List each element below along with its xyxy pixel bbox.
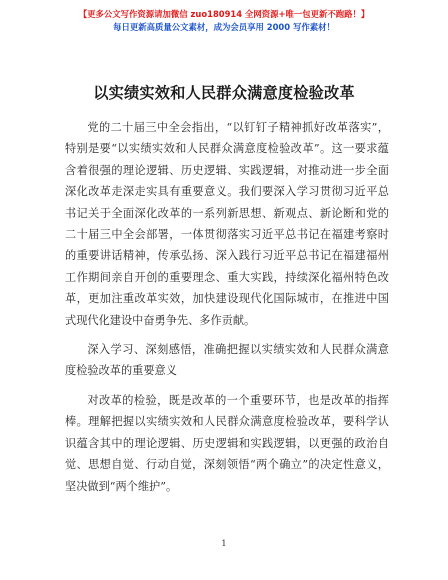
document-title: 以实绩实效和人民群众满意度检验改革 xyxy=(93,84,355,102)
promo-banner-line-1: 【更多公文写作资源请加微信 zuo180914 全网资源+唯一包更新不跑路！】 xyxy=(78,9,370,19)
paragraph-section-1: 对改革的检验，既是改革的一个重要环节，也是改革的指挥棒。理解把握以实绩实效和人民群众满意度检验改革，要科学认识蕴含其中的理论逻辑、历史逻辑和实践逻辑，以更强的政治自觉、思想自觉、行动自觉，深刻领悟“两个确立”的决定性意义，坚决做到“两个维护”。 xyxy=(65,393,389,493)
promo-banner-line-2: 每日更新高质量公文素材，成为会员享用 2000 写作素材！ xyxy=(113,22,335,32)
document-body xyxy=(65,117,389,497)
page-number: 1 xyxy=(221,539,227,549)
paragraph-intro: 党的二十届三中全会指出，“以钉钉子精神抓好改革落实”，特别是要“以实绩实效和人民群众满意度检验改革”。这一要求蕴含着很强的理论逻辑、历史逻辑、实践逻辑，对推动进一步全面深化改革走深走实具有重要意义。我们要深入学习贯彻习近平总书记关于全面深化改革的一系列新思想、新观点、新论断和党的二十届三中全会部署，一体贯彻落实习近平总书记在福建考察时的重要讲话精神，传承弘扬、深入践行习近平总书记在福建福州工作期间亲自开创的重要理念、重大实践，持续深化福州特色改革，更加注重改革实效，加快建设现代化国际城市，在推进中国式现代化建设中奋勇争先、多作贡献。 xyxy=(65,121,389,327)
section-heading: 深入学习、深刻感悟，准确把握以实绩实效和人民群众满意度检验改革的重要意义 xyxy=(65,343,389,378)
